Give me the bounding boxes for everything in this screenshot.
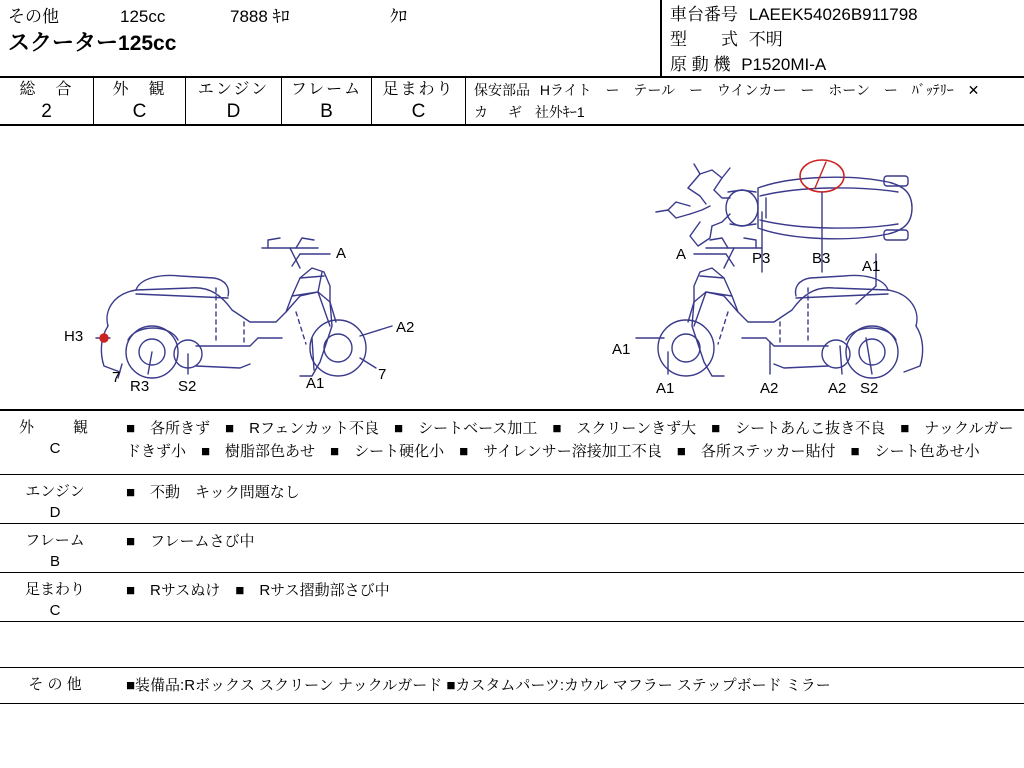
safety-parts-section [466, 78, 1024, 124]
detail-key-grade: B [49, 553, 60, 570]
key-row [474, 101, 1024, 123]
footer-blank-row [0, 704, 1024, 746]
engine-row [670, 52, 1024, 77]
detail-key-label: 外 観 [18, 419, 91, 436]
mileage-value: 7888 [230, 7, 268, 26]
sheet-header [0, 0, 1024, 78]
detail-row-exterior [0, 411, 1024, 475]
vin-label: 車台番号 [670, 5, 738, 24]
detail-row-engine [0, 475, 1024, 524]
model-label: 型 式 [670, 30, 738, 49]
header-right [660, 0, 1024, 76]
mileage-unit: ｷﾛ [272, 7, 290, 26]
detail-value-suspension: ■ Rサスぬけ ■ Rサス摺動部さび中 [126, 582, 390, 599]
side-view-left [101, 238, 366, 378]
safety-parts-label: 保安部品 [474, 82, 530, 98]
highlight-b3 [800, 160, 844, 192]
detail-key-grade: C [49, 602, 61, 619]
header-left [0, 0, 660, 76]
vin-row [670, 2, 1024, 27]
safety-state-headlight: ー [605, 82, 620, 98]
detail-key-grade: C [49, 440, 61, 457]
vehicle-mileage [230, 2, 390, 27]
diagram-label-r3: R3 [130, 378, 150, 395]
diagram-label-a-left: A [336, 245, 347, 262]
diagram-label-a2-mid: A2 [760, 380, 779, 397]
diagram-label-a1-left: A1 [306, 375, 325, 392]
condition-details-table [0, 411, 1024, 746]
detail-key-label: 足まわり [24, 581, 85, 598]
detail-key-suspension [0, 573, 110, 621]
grade-label: 総 合 [19, 81, 74, 98]
leader-R3 [148, 352, 152, 374]
damage-dot-h3 [100, 334, 108, 342]
detail-key-label: フレーム [25, 532, 85, 549]
detail-row-frame [0, 524, 1024, 573]
diagram-label-7-left: 7 [112, 369, 121, 386]
grade-cell-exterior [94, 78, 186, 124]
vehicle-category: その他 [8, 7, 59, 26]
engine-value: P1520MI-A [741, 55, 827, 74]
header-summary-row [8, 2, 653, 27]
diagram-label-a1-upper: A1 [862, 258, 881, 275]
vehicle-displacement: 125cc [120, 7, 166, 26]
detail-value-engine: ■ 不動 キック問題なし [126, 484, 300, 501]
safety-item-taillight: テール [633, 82, 676, 98]
top-view-drawing [656, 164, 912, 246]
detail-row-other [0, 668, 1024, 704]
grade-label: 外 観 [112, 81, 167, 98]
diagram-label-b3: B3 [812, 250, 831, 267]
page-title [8, 26, 176, 57]
engine-label: 原 動 機 [670, 55, 731, 74]
safety-state-winker: ー [800, 82, 815, 98]
grade-label: フレーム [290, 81, 363, 98]
diagram-label-p3: P3 [752, 250, 771, 267]
grade-value: B [320, 101, 333, 122]
diagram-label-7-right: 7 [378, 366, 387, 383]
grade-bar [0, 78, 1024, 126]
damage-diagram [0, 126, 1024, 411]
spacer-row [0, 622, 1024, 668]
highlight-b3-slash [815, 162, 826, 188]
grade-cell-suspension [372, 78, 466, 124]
vin-value: LAEEK54026B911798 [748, 5, 918, 24]
detail-key-exterior [0, 411, 110, 474]
detail-key-engine [0, 475, 110, 523]
grade-label: エンジン [197, 81, 270, 98]
safety-item-winker: ウインカー [716, 82, 787, 98]
grade-label: 足まわり [382, 81, 455, 98]
safety-state-taillight: ー [689, 82, 703, 98]
detail-value-other: ■装備品:Rボックス スクリーン ナックルガード ■カスタムパーツ:カウル マフラー ステップボード ミラー [126, 677, 831, 694]
page-title-sub: 125cc [118, 32, 177, 55]
diagram-label-s2-left: S2 [178, 378, 197, 395]
key-value: 社外ｷｰ1 [534, 104, 585, 120]
grade-value: D [226, 101, 241, 122]
leader-A2-rear [840, 346, 842, 374]
detail-value-frame: ■ フレームさび中 [126, 533, 255, 550]
diagram-label-a1-wheel: A1 [656, 380, 675, 397]
safety-item-headlight: Hライト [539, 82, 592, 98]
safety-parts-row [474, 79, 1024, 101]
side-view-right [658, 238, 923, 378]
leader-A1-left [312, 338, 314, 370]
page-title-main: スクーター [8, 30, 119, 55]
grade-value: C [411, 101, 426, 122]
detail-key-label: そ の 他 [28, 676, 82, 693]
diagram-label-s2-right: S2 [860, 380, 879, 397]
detail-key-other [0, 668, 110, 703]
vehicle-color: ｸﾛ [390, 7, 407, 26]
safety-state-horn: ー [883, 82, 898, 98]
detail-value-exterior: ■ 各所きず ■ Rフェンカット不良 ■ シートベース加工 ■ スクリーンきず大 ■ シートあんこ抜き不良 ■ ナックルガードきず小 ■ 樹脂部色あせ ■ シート硬化小 ■ サイレンサー溶接加工不良 ■ 各所ステッカー貼付 ■ シート色あせ小 [126, 420, 1014, 460]
diagram-label-a1-front: A1 [612, 341, 631, 358]
grade-value: 2 [41, 101, 52, 122]
leader-S2-right [866, 338, 872, 374]
detail-key-frame [0, 524, 110, 572]
grade-value: C [132, 101, 147, 122]
diagram-label-a2-left: A2 [396, 319, 415, 336]
detail-key-label: エンジン [25, 483, 85, 500]
detail-row-suspension [0, 573, 1024, 622]
leader-A2-left [360, 326, 392, 336]
model-row [670, 27, 1024, 52]
grade-cell-overall [0, 78, 94, 124]
key-label: カ ギ [474, 104, 525, 120]
diagram-label-a2-rear: A2 [828, 380, 847, 397]
detail-key-grade: D [49, 504, 61, 521]
diagram-label-h3: H3 [64, 328, 84, 345]
safety-item-horn: ホーン [828, 82, 870, 98]
safety-item-battery: ﾊﾞｯﾃﾘｰ [911, 82, 954, 98]
safety-state-battery: ✕ [967, 82, 980, 98]
diagram-label-a-right: A [676, 246, 687, 263]
model-value: 不明 [748, 30, 783, 49]
grade-cell-engine [186, 78, 282, 124]
grade-cell-frame [282, 78, 372, 124]
